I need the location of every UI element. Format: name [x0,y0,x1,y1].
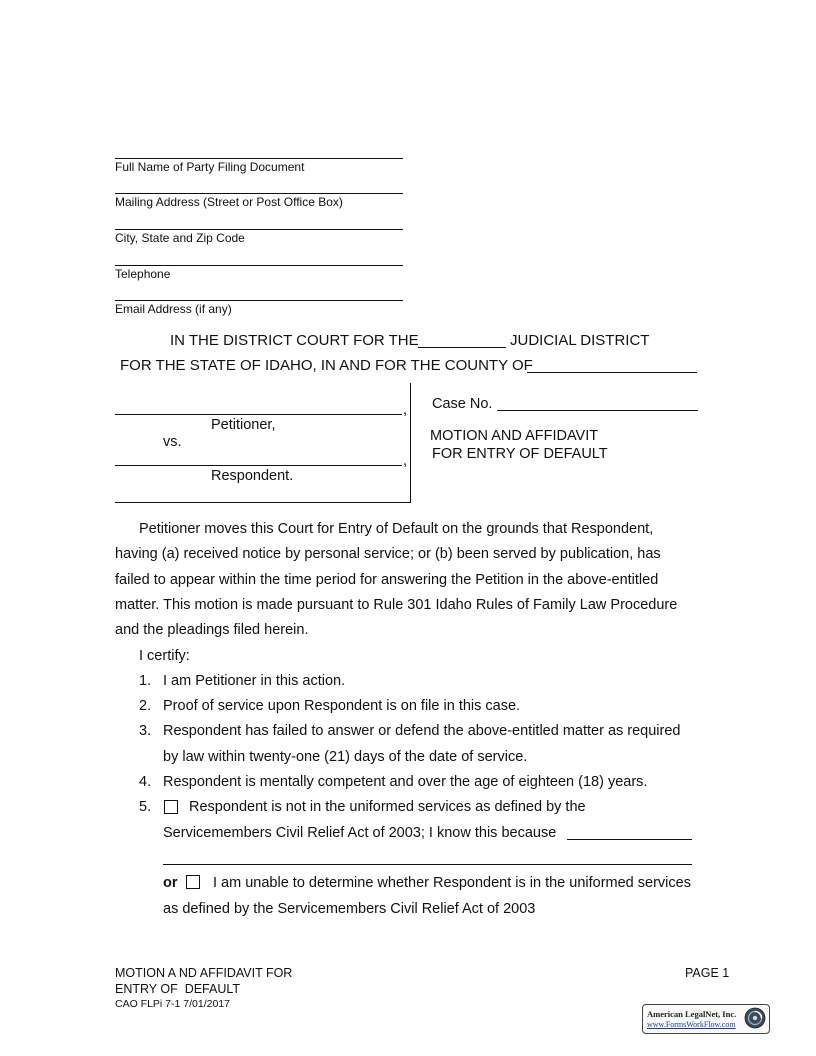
list-text: Respondent has failed to answer or defend the above-entitled matter as required [163,723,681,739]
page-number: PAGE 1 [685,966,730,980]
respondent-name-line[interactable] [115,465,402,466]
petitioner-label: Petitioner, [211,417,276,433]
list-number: 3. [139,723,152,739]
judicial-district-blank[interactable] [418,347,506,348]
form-code: CAO FLPi 7-1 7/01/2017 [115,998,230,1010]
logo-url-link[interactable]: www.FormsWorkFlow.com [647,1020,736,1029]
list-text-continued: by law within twenty-one (21) days of the date of service. [163,749,528,765]
logo-company-name: American LegalNet, Inc. [647,1009,737,1019]
respondent-comma: , [403,453,408,469]
motion-title-line-1: MOTION AND AFFIDAVIT [430,428,599,444]
list-text: Respondent is not in the uniformed services as defined by the [189,799,586,815]
list-number: 5. [139,799,152,815]
court-line-1-suffix: JUDICIAL DISTRICT [510,332,650,349]
list-number: 1. [139,673,152,689]
city-label: City, State and Zip Code [115,231,245,245]
court-line-2: FOR THE STATE OF IDAHO, IN AND FOR THE COUNTY OF [120,357,533,374]
not-in-service-checkbox[interactable] [164,800,178,814]
footer-title-line-1: MOTION A ND AFFIDAVIT FOR [115,966,293,980]
alt-text-continued: as defined by the Servicemembers Civil Relief Act of 2003 [163,901,536,917]
caption-bottom-rule [115,502,410,503]
alt-text: I am unable to determine whether Respondent is in the uniformed services [213,875,691,891]
case-no-line[interactable] [497,410,698,411]
paragraph-line: matter. This motion is made pursuant to Rule 301 Idaho Rules of Family Law Procedure [115,597,678,613]
motion-title-line-2: FOR ENTRY OF DEFAULT [432,446,608,462]
certify-label: I certify: [139,648,190,664]
telephone-line[interactable] [115,265,403,266]
list-text: Respondent is mentally competent and over the age of eighteen (18) years. [163,774,648,790]
vs-label: vs. [163,434,182,450]
name-label: Full Name of Party Filing Document [115,160,305,174]
unable-to-determine-checkbox[interactable] [186,875,200,889]
email-line[interactable] [115,300,403,301]
reason-blank-2[interactable] [163,864,692,865]
list-text-continued: Servicemembers Civil Relief Act of 2003; I know this because [163,825,557,841]
paragraph-line: having (a) received notice by personal service; or (b) been served by publication, has [115,546,661,562]
telephone-label: Telephone [115,267,171,281]
list-text: I am Petitioner in this action. [163,673,346,689]
court-line-1-prefix: IN THE DISTRICT COURT FOR THE [170,332,419,349]
or-label: or [163,875,178,891]
reason-blank[interactable] [567,839,692,840]
email-label: Email Address (if any) [115,302,232,316]
globe-icon [744,1007,766,1029]
name-line[interactable] [115,158,403,159]
address-line[interactable] [115,193,403,194]
county-blank[interactable] [527,372,697,373]
paragraph-line: and the pleadings filed herein. [115,622,309,638]
address-label: Mailing Address (Street or Post Office Box) [115,195,343,209]
footer-title-line-2: ENTRY OF DEFAULT [115,982,241,996]
city-line[interactable] [115,229,403,230]
paragraph-line: failed to appear within the time period for answering the Petition in the above-entitled [115,572,659,588]
list-text: Proof of service upon Respondent is on file in this case. [163,698,521,714]
caption-vertical-divider [410,383,411,503]
petitioner-comma: , [403,402,408,418]
legalnet-logo[interactable] [642,1004,770,1034]
list-number: 2. [139,698,152,714]
respondent-label: Respondent. [211,468,294,484]
paragraph-line: Petitioner moves this Court for Entry of Default on the grounds that Respondent, [139,521,654,537]
petitioner-name-line[interactable] [115,414,402,415]
list-number: 4. [139,774,152,790]
case-no-label: Case No. [432,396,493,412]
